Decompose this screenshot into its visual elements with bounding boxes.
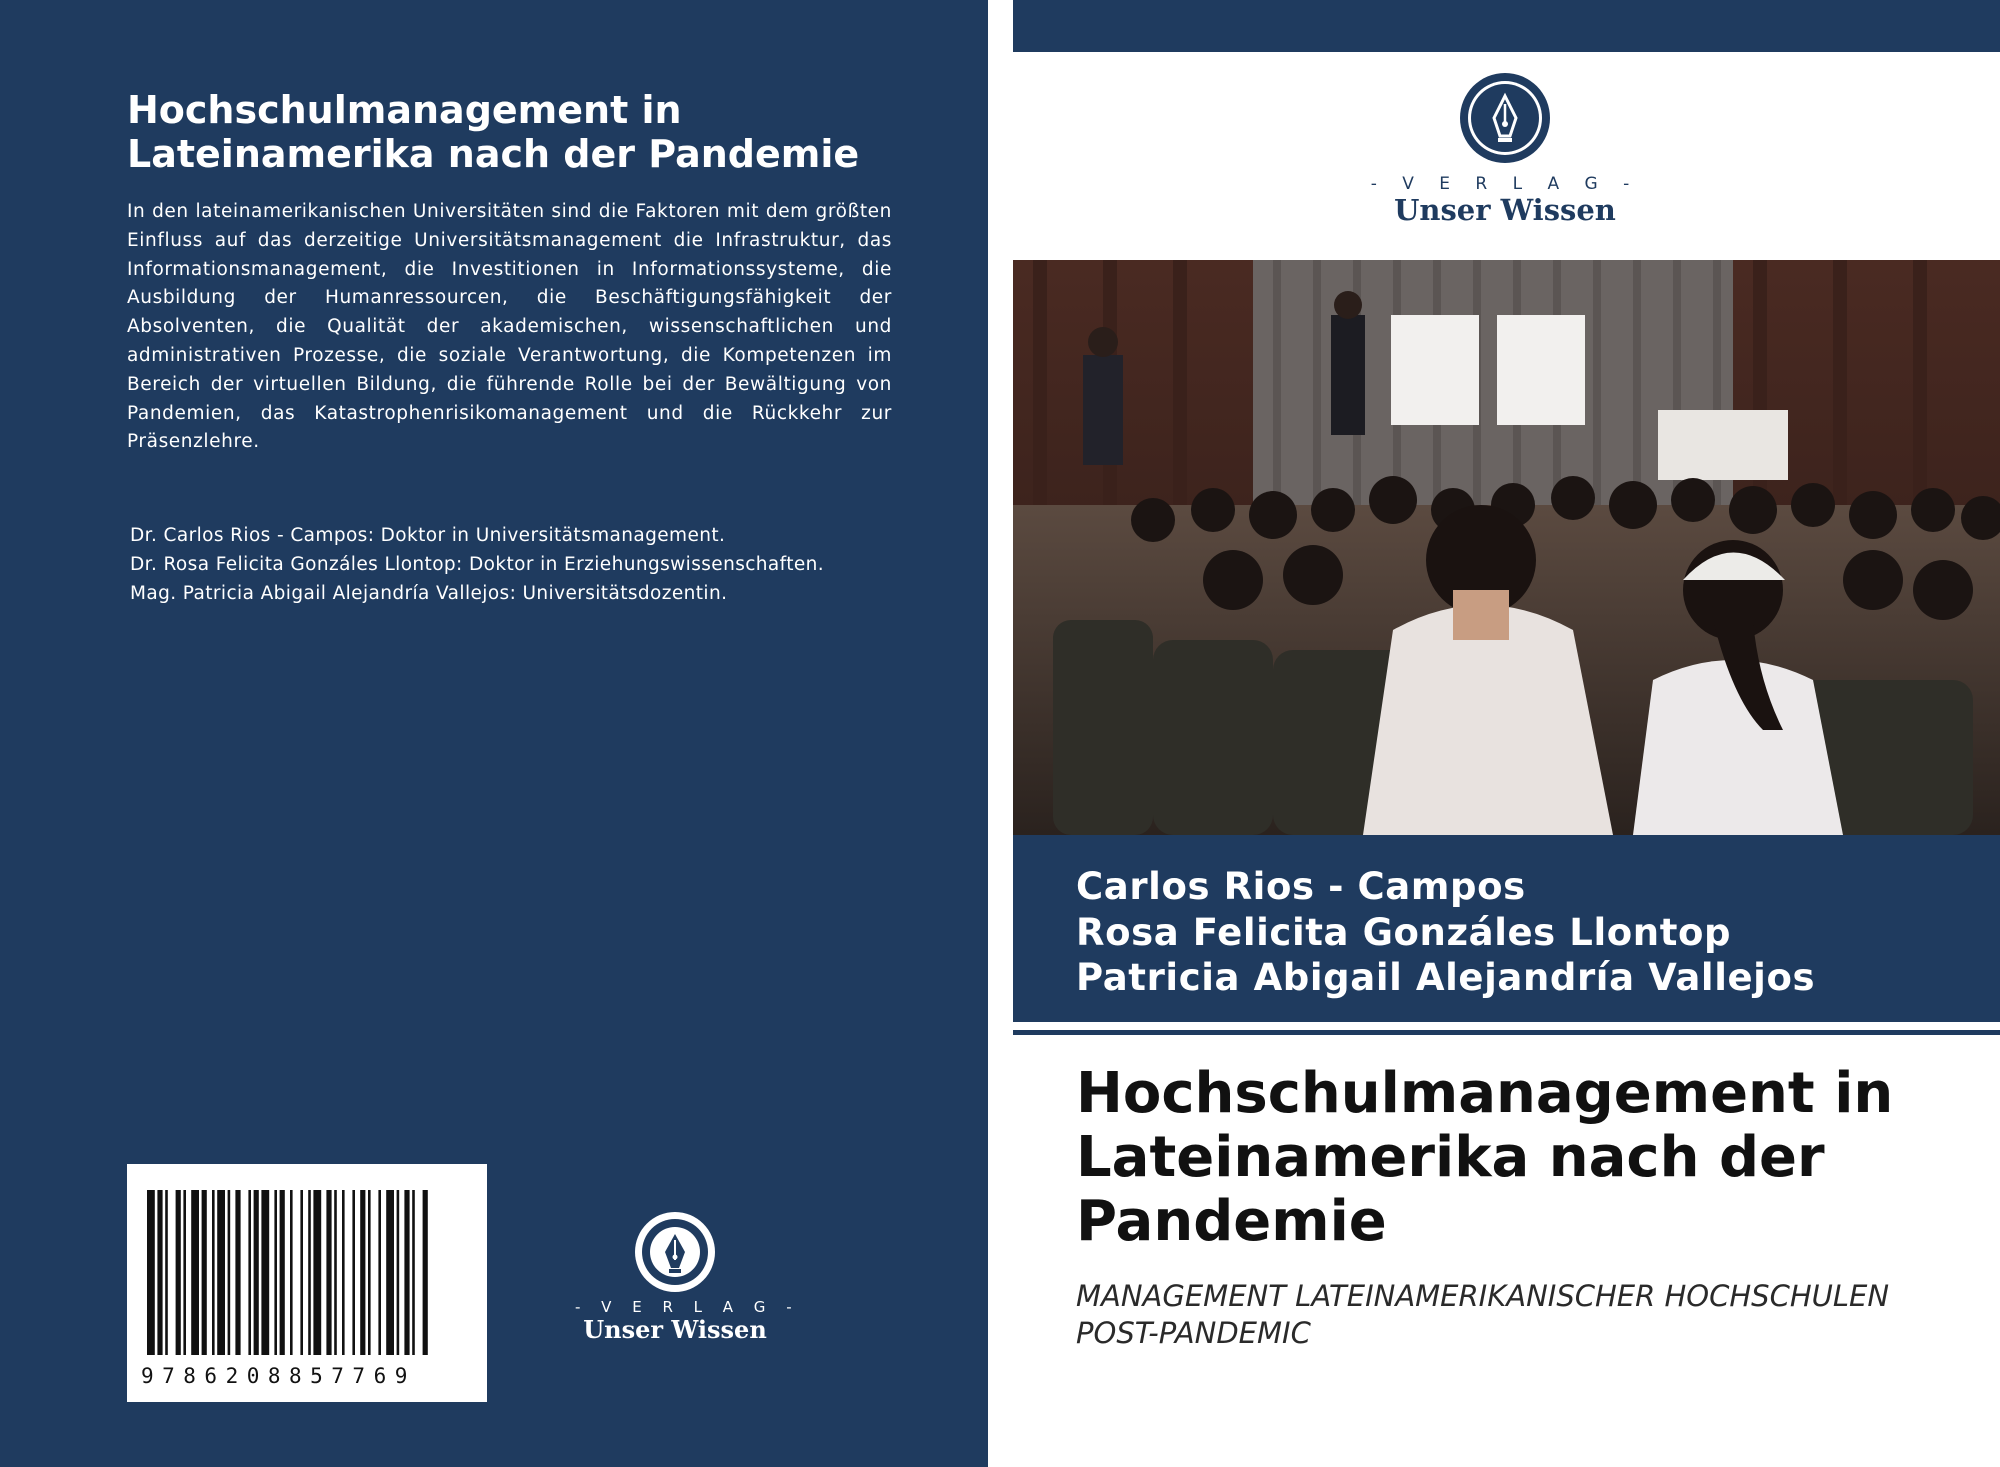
author-name: Patricia Abigail Alejandría Vallejos [1076,956,1816,999]
barcode-bar [352,1190,355,1355]
barcode-bar [202,1190,207,1355]
barcode-bar [212,1190,215,1355]
barcode-bar [378,1190,381,1355]
isbn-barcode [127,1164,487,1402]
back-cover-title: Hochschulmanagement in Lateinamerika nach der Pandemie [127,88,860,176]
author-bio: Dr. Carlos Rios - Campos: Doktor in Universitätsmanagement. [130,525,726,546]
barcode-bar [386,1190,394,1355]
barcode-bar [412,1190,415,1355]
front-cover-subtitle: MANAGEMENT LATEINAMERIKANISCHER HOCHSCHULEN POST-PANDEMIC [1076,1279,1890,1350]
barcode-bar [176,1190,181,1355]
barcode-bar [326,1190,331,1355]
barcode-bar [254,1190,259,1355]
barcode-bar [147,1190,155,1355]
barcode-bar [248,1190,251,1355]
divider-rule [1013,1030,2000,1035]
barcode-bar [217,1190,225,1355]
spine-gap [988,0,1013,1467]
fountain-pen-nib-icon [633,1210,717,1294]
front-publisher-logo [1370,72,1640,226]
verlag-label: - V E R L A G - [1370,174,1640,194]
barcode-bar [191,1190,199,1355]
barcode-bar [423,1190,428,1355]
barcode-bar [404,1190,409,1355]
barcode-bar [290,1190,293,1355]
barcode-bar [261,1190,269,1355]
back-publisher-logo [575,1210,800,1344]
verlag-label: - V E R L A G - [575,1298,800,1316]
barcode-bar [274,1190,277,1355]
front-cover [1013,0,2000,1467]
author-band [1013,835,2000,1022]
isbn-number: 9786208857769 [141,1364,416,1388]
author-bio: Dr. Rosa Felicita Gonzáles Llontop: Doktor in Erziehungswissenschaften. [130,553,825,575]
publisher-name: Unser Wissen [583,1315,767,1344]
barcode-bar [228,1190,231,1355]
back-cover-blurb: In den lateinamerikanischen Universitäten sind die Faktoren mit dem größten Einfluss auf das derzeitige Universitätsmanagement die Infrastruktur, das Informationsmanagement, die Investitionen in Informationssysteme, die Ausbildung der Humanressourcen, die Beschäftigungsfähigkeit der Absolventen, die Qualität der akademischen, wissenschaftlichen und administrativen Prozesse, die soziale Verantwortung, die Kompetenzen im Bereich der virtuellen Bildung, die führende Rolle bei der Bewältigung von Pandemien, das Katastrophenrisikomanagement und die Rückkehr zur Präsenzlehre. [127,201,892,453]
barcode-bar [334,1190,337,1355]
barcode-bar [157,1190,162,1355]
author-name: Carlos Rios - Campos [1076,865,1526,908]
barcode-bar [360,1190,365,1355]
barcode-bars [147,1190,467,1360]
barcode-bar [300,1190,303,1355]
barcode-bar [280,1190,285,1355]
author-name: Rosa Felicita Gonzáles Llontop [1076,911,1732,954]
barcode-bar [308,1190,311,1355]
author-bio: Mag. Patricia Abigail Alejandría Vallejos: Universitätsdozentin. [130,582,728,604]
publisher-name: Unser Wissen [1394,193,1616,227]
barcode-bar [313,1190,321,1355]
back-cover [0,0,988,1467]
barcode-bar [165,1190,168,1355]
barcode-bar [183,1190,186,1355]
fountain-pen-nib-icon [1459,72,1551,164]
barcode-bar [342,1190,345,1355]
conference-audience-photo [1013,260,2000,835]
author-bios [130,522,930,608]
barcode-bar [368,1190,371,1355]
front-cover-title: Hochschulmanagement in Lateinamerika nach der Pandemie [1076,1061,1894,1254]
barcode-bar [235,1190,240,1355]
top-band [1013,0,2000,52]
barcode-bar [397,1190,400,1355]
